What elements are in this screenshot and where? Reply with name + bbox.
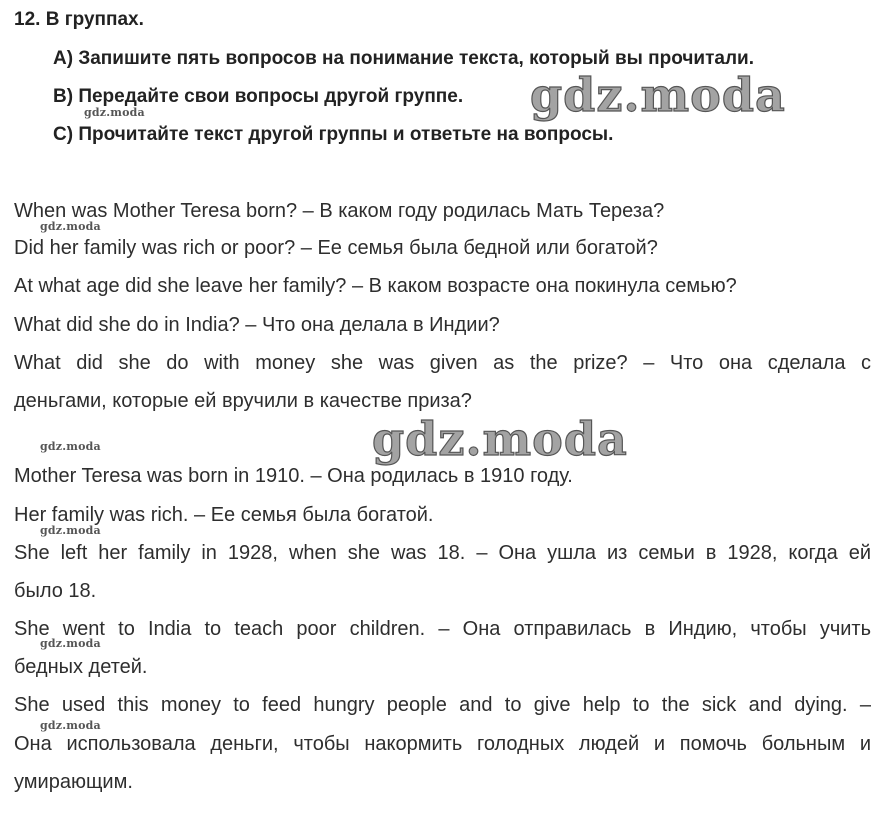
answer-line: бедных детей.	[14, 656, 148, 678]
answer-line: умирающим.	[14, 771, 133, 793]
answer-line: Mother Teresa was born in 1910. – Она родилась в 1910 году.	[14, 465, 573, 487]
answer-line: было 18.	[14, 580, 97, 602]
watermark-text: gdz.moda	[40, 637, 101, 650]
question-line: Did her family was rich or poor? – Ее семья была бедной или богатой?	[14, 237, 658, 259]
exercise-header: 12. В группах.	[14, 9, 144, 30]
question-line: деньгами, которые ей вручили в качестве приза?	[14, 390, 472, 412]
question-line: When was Mother Teresa born? – В каком году родилась Мать Тереза?	[14, 200, 665, 222]
watermark-text: gdz.moda	[40, 524, 101, 537]
task-c: С) Прочитайте текст другой группы и ответьте на вопросы.	[53, 124, 614, 145]
watermark-logo: gdz.moda	[372, 412, 628, 466]
answer-line: Она использовала деньги, чтобы накормить голодных людей и помочь больным и	[14, 733, 871, 755]
question-line: What did she do in India? – Что она делала в Индии?	[14, 314, 500, 336]
watermark-text: gdz.moda	[84, 106, 145, 119]
watermark-text: gdz.moda	[40, 220, 101, 233]
task-b: В) Передайте свои вопросы другой группе.	[53, 86, 464, 107]
task-a: А) Запишите пять вопросов на понимание текста, который вы прочитали.	[53, 48, 754, 69]
question-line: What did she do with money she was given as the prize? – Что она сделала с	[14, 352, 871, 374]
answer-line: She left her family in 1928, when she was 18. – Она ушла из семьи в 1928, когда ей	[14, 542, 871, 564]
watermark-text: gdz.moda	[40, 719, 101, 732]
answer-line: She used this money to feed hungry people and to give help to the sick and dying. –	[14, 694, 871, 716]
watermark-logo: gdz.moda	[530, 68, 786, 122]
watermark-text: gdz.moda	[40, 440, 101, 453]
answer-line: She went to India to teach poor children. – Она отправилась в Индию, чтобы учить	[14, 618, 871, 640]
answer-line: Her family was rich. – Ее семья была богатой.	[14, 504, 434, 526]
question-line: At what age did she leave her family? – В каком возрасте она покинула семью?	[14, 275, 737, 297]
